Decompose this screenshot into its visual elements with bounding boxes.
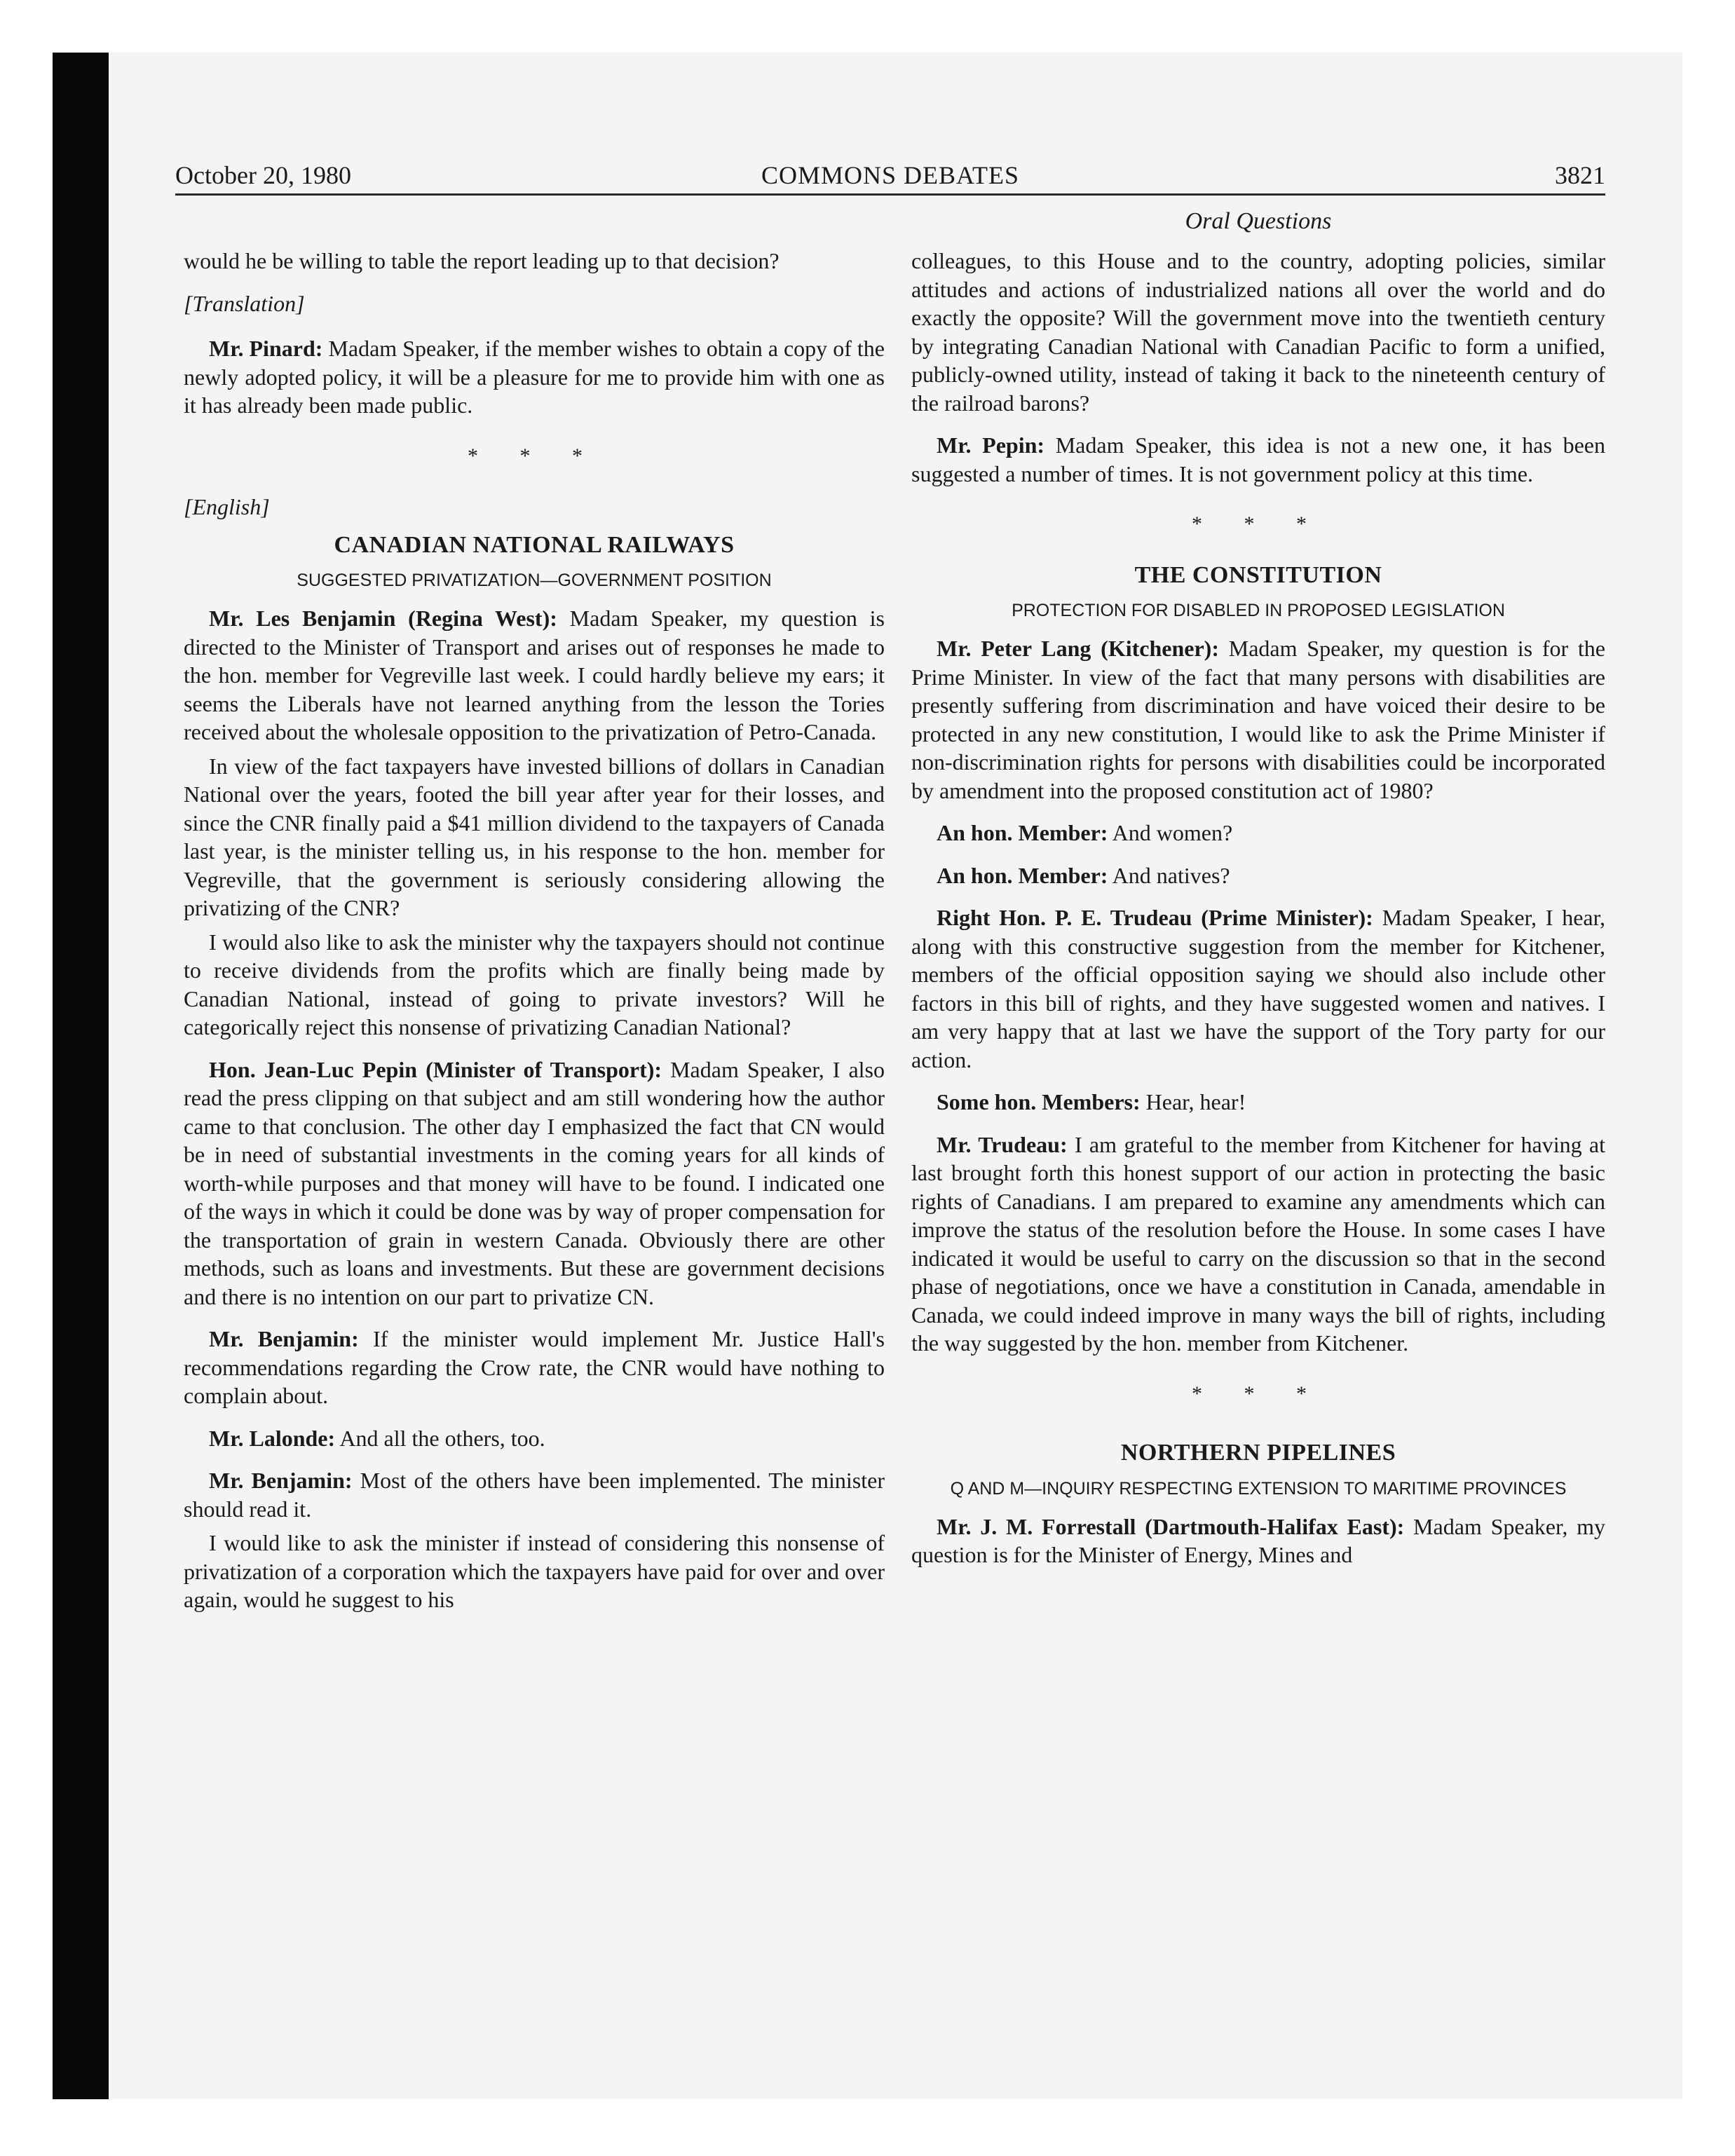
- paragraph: [184, 604, 885, 746]
- speech-text: Madam Speaker, my question is for the Minister of Energy, Mines and: [911, 1513, 1606, 1567]
- paragraph: [184, 1325, 885, 1410]
- speaker-name: Mr. Lalonde:: [209, 1425, 336, 1451]
- speech-text: Most of the others have been implemented. The minister should read it.: [184, 1468, 885, 1522]
- section-heading: NORTHERN PIPELINES: [1120, 1440, 1396, 1466]
- publication-title: COMMONS DEBATES: [761, 161, 1020, 189]
- speech-text: And women?: [1108, 820, 1233, 845]
- running-head: [175, 160, 1605, 196]
- speaker-name: An hon. Member:: [937, 862, 1108, 888]
- paragraph: [911, 431, 1605, 488]
- section-separator: * * *: [1192, 512, 1325, 535]
- speech-text: Hear, hear!: [1140, 1089, 1246, 1114]
- language-note: [Translation]: [184, 290, 305, 316]
- section-subheading: PROTECTION FOR DISABLED IN PROPOSED LEGISLATION: [1012, 601, 1505, 620]
- speech-text: If the minister would implement Mr. Justice Hall's recommendations regarding the Crow rate, the CNR would have nothing to complain about.: [184, 1326, 885, 1408]
- speech-text: Madam Speaker, I hear, along with this constructive suggestion from the member for Kitchener, members of the official opposition saying we should also include other factors in this bill of rights, and they have suggested women and natives. I am very happy that at last we have the support of the Tory party for our action.: [911, 905, 1606, 1072]
- paragraph: [911, 861, 1605, 890]
- left-column: [184, 247, 885, 1628]
- right-column: [911, 247, 1605, 1583]
- page-date: October 20, 1980: [175, 161, 351, 189]
- speaker-name: Mr. J. M. Forrestall (Dartmouth-Halifax East):: [937, 1513, 1405, 1539]
- speaker-name: Some hon. Members:: [937, 1089, 1141, 1114]
- section-label: Oral Questions: [1185, 208, 1332, 234]
- paragraph: [184, 334, 885, 420]
- speech-text: Madam Speaker, my question is for the Prime Minister. In view of the fact that many persons with disabilities are presently suffering from discrimination and have voiced their desire to be protected in any new constitution, I would like to ask the Prime Minister if non-discrimination rights for persons with disabilities could be incorporated by amendment into the proposed constitution act of 1980?: [911, 636, 1606, 803]
- speech-text: I am grateful to the member from Kitchener for having at last brought forth this honest support of our action in protecting the basic rights of Canadians. I am prepared to examine any amendments which can improve the status of the resolution before the House. In some cases I have indicated it would be useful to carry on the discussion so that in the second phase of negotiations, once we have a constitution in Canada, amendable in Canada, we could indeed improve in many ways the bill of rights, including the way suggested by the hon. member from Kitchener.: [911, 1131, 1605, 1356]
- speaker-name: Mr. Les Benjamin (Regina West):: [209, 606, 557, 631]
- speech-text: And all the others, too.: [335, 1425, 545, 1451]
- section-heading: THE CONSTITUTION: [1134, 561, 1382, 588]
- paragraph: [911, 1513, 1605, 1569]
- paragraph: [184, 1056, 885, 1311]
- speech-text: Madam Speaker, this idea is not a new one, it has been suggested a number of times. It is not government policy at this time.: [911, 432, 1606, 486]
- language-note: [English]: [184, 494, 270, 519]
- speaker-name: Hon. Jean-Luc Pepin (Minister of Transport):: [209, 1056, 662, 1082]
- speaker-name: Mr. Pinard:: [209, 336, 323, 361]
- section-subheading: SUGGESTED PRIVATIZATION—GOVERNMENT POSITION: [297, 571, 772, 590]
- paragraph: I would also like to ask the minister why the taxpayers should not continue to receive dividends from the profits which are finally being made by Canadian National, instead of going to private investors? Will he categorically reject this nonsense of privatizing Canadian National?: [184, 929, 885, 1039]
- speaker-name: Mr. Peter Lang (Kitchener):: [937, 636, 1219, 661]
- paragraph: colleagues, to this House and to the country, adopting policies, similar attitudes and actions of industrialized nations all over the world and do exactly the opposite? Will the government move into the twentieth century by integrating Canadian National with Canadian Pacific to form a unified, publicly-owned utility, instead of taking it back to the nineteenth century of the railroad barons?: [911, 248, 1605, 416]
- speaker-name: Mr. Trudeau:: [937, 1131, 1068, 1157]
- paragraph: [184, 1466, 885, 1523]
- section-separator: * * *: [468, 444, 601, 468]
- speaker-name: Right Hon. P. E. Trudeau (Prime Minister):: [937, 905, 1373, 930]
- paragraph: I would like to ask the minister if instead of considering this nonsense of privatization of a corporation which the taxpayers have paid for over and over again, would he suggest to his: [184, 1530, 885, 1612]
- speech-text: Madam Speaker, if the member wishes to obtain a copy of the newly adopted policy, it will be a pleasure for me to provide him with one as it has already been made public.: [184, 336, 885, 418]
- paragraph: would he be willing to table the report leading up to that decision?: [184, 248, 780, 273]
- section-separator: * * *: [1192, 1381, 1325, 1405]
- paragraph: [911, 903, 1605, 1074]
- speaker-name: An hon. Member:: [937, 820, 1108, 845]
- speech-text: And natives?: [1108, 862, 1230, 888]
- speech-text: Madam Speaker, my question is directed to the Minister of Transport and arises out of responses he made to the hon. member for Vegreville last week. I could hardly believe my ears; it seems the Liberals have not learned anything from the lesson the Tories received about the wholesale opposition to the privatization of Petro-Canada.: [184, 606, 885, 744]
- page-number: 3821: [1555, 161, 1605, 189]
- section-subheading: Q AND M—INQUIRY RESPECTING EXTENSION TO MARITIME PROVINCES: [950, 1478, 1567, 1499]
- speech-text: Madam Speaker, I also read the press clipping on that subject and am still wondering how the author came to that conclusion. The other day I emphasized the fact that CN would be in need of substantial investments in the coming years for all kinds of worth-while purposes and that money will have to be found. I indicated one of the ways in which it could be done was by way of proper compensation for the transportation of grain in western Canada. Obviously there are other methods, such as loans and investments. But these are government decisions and there is no intention on our part to privatize CN.: [184, 1056, 885, 1309]
- paragraph: In view of the fact taxpayers have invested billions of dollars in Canadian National over the years, footed the bill year after year for their losses, and since the CNR finally paid a $41 million dividend to the taxpayers of Canada last year, is the minister telling us, in his response to the hon. member for Vegreville, that the government is seriously considering allowing the privatizing of the CNR?: [184, 753, 885, 920]
- speaker-name: Mr. Pepin:: [937, 432, 1045, 458]
- section-heading: CANADIAN NATIONAL RAILWAYS: [334, 531, 735, 558]
- speaker-name: Mr. Benjamin:: [209, 1326, 359, 1351]
- binding-edge: [53, 53, 109, 2099]
- paragraph: [911, 819, 1605, 847]
- paragraph: [911, 1131, 1605, 1358]
- paragraph: [911, 634, 1605, 805]
- paragraph: [184, 1424, 885, 1453]
- speaker-name: Mr. Benjamin:: [209, 1468, 353, 1493]
- paragraph: [911, 1088, 1605, 1117]
